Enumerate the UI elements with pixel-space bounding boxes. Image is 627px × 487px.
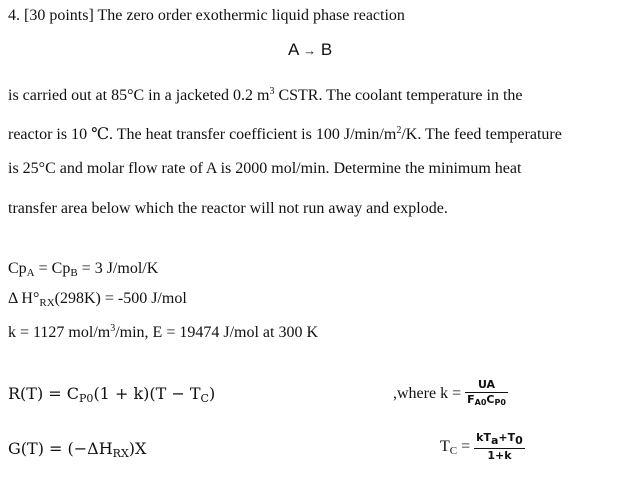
tc-num-sub1: a bbox=[490, 434, 499, 447]
k-den-b: C bbox=[486, 393, 495, 406]
k-definition bbox=[393, 378, 508, 410]
generation-equation bbox=[8, 439, 146, 460]
tc-fraction bbox=[474, 431, 525, 463]
tc-denominator bbox=[474, 449, 525, 463]
given-heat-capacity bbox=[8, 259, 158, 283]
tc-label-sub: C bbox=[449, 444, 458, 457]
problem-line-3 bbox=[8, 159, 521, 179]
rt-part-a: R(T) = C bbox=[8, 384, 80, 403]
problem-line-1 bbox=[8, 82, 523, 106]
reactant-label: A bbox=[288, 40, 299, 59]
gt-part-b: )X bbox=[128, 439, 147, 458]
dh-label: Δ H° bbox=[8, 290, 40, 307]
cp-mid: = Cp bbox=[34, 260, 71, 277]
k-denominator bbox=[465, 393, 508, 410]
k-part-b: /min, E = 19474 J/mol at 300 K bbox=[115, 324, 319, 341]
problem-header-text: 4. [30 points] The zero order exothermic liquid phase reaction bbox=[8, 7, 405, 24]
line1-superscript: 3 bbox=[269, 86, 275, 97]
gt-part-a: G(T) = (−ΔH bbox=[8, 439, 113, 458]
line2-superscript: 2 bbox=[396, 125, 402, 136]
line2-part-a: reactor is 10 ℃. The heat transfer coefficient is 100 J/min/m bbox=[8, 126, 397, 143]
tc-num-a: kT bbox=[476, 431, 491, 444]
rt-part-b: (1 + k)(T − T bbox=[93, 384, 201, 403]
tc-num-b: +T bbox=[498, 431, 516, 444]
k-numerator-text: UA bbox=[477, 378, 496, 391]
k-numerator bbox=[465, 378, 508, 393]
tc-definition bbox=[440, 431, 525, 463]
cp-a-label: Cp bbox=[8, 260, 27, 277]
given-heat-of-reaction bbox=[8, 289, 187, 313]
line4-text: transfer area below which the reactor will not run away and explode. bbox=[8, 200, 448, 217]
k-fraction bbox=[465, 378, 508, 410]
tc-numerator bbox=[474, 431, 525, 449]
rt-subscript: P0 bbox=[79, 392, 94, 405]
removal-equation bbox=[8, 384, 215, 405]
k-superscript: 3 bbox=[110, 323, 116, 334]
dh-subscript: RX bbox=[39, 297, 55, 309]
cp-a-subscript: A bbox=[26, 267, 35, 279]
line1-part-b: CSTR. The coolant temperature in the bbox=[274, 87, 523, 104]
reaction-arrow: → bbox=[303, 43, 317, 58]
line2-part-b: /K. The feed temperature bbox=[401, 126, 562, 143]
problem-line-4 bbox=[8, 199, 448, 219]
problem-line-2 bbox=[8, 121, 562, 145]
tc-label-b: = bbox=[457, 437, 471, 455]
k-den-sub2: P0 bbox=[494, 398, 506, 407]
tc-label bbox=[440, 438, 470, 455]
product-label: B bbox=[320, 40, 333, 59]
tc-label-a: T bbox=[440, 437, 450, 455]
cp-value: = 3 J/mol/K bbox=[77, 260, 159, 277]
dh-value: (298K) = -500 J/mol bbox=[54, 290, 187, 307]
where-k-label: ,where k = bbox=[393, 385, 462, 402]
rt-subscript-2: C bbox=[200, 392, 209, 405]
given-rate-constant bbox=[8, 319, 318, 343]
k-den-sub1: A0 bbox=[474, 398, 487, 407]
reaction-equation bbox=[288, 40, 332, 61]
k-den-a: F bbox=[467, 393, 475, 406]
line1-part-a: is carried out at 85°C in a jacketed 0.2 m bbox=[8, 87, 270, 104]
tc-num-sub2: 0 bbox=[515, 434, 523, 447]
tc-den-text: 1+k bbox=[487, 449, 512, 462]
line3-text: is 25°C and molar flow rate of A is 2000 mol/min. Determine the minimum heat bbox=[8, 160, 522, 177]
rt-part-c: ) bbox=[208, 384, 216, 403]
cp-b-subscript: B bbox=[70, 267, 78, 279]
gt-subscript: RX bbox=[112, 447, 129, 460]
problem-header bbox=[8, 6, 405, 26]
k-part-a: k = 1127 mol/m bbox=[8, 324, 111, 341]
